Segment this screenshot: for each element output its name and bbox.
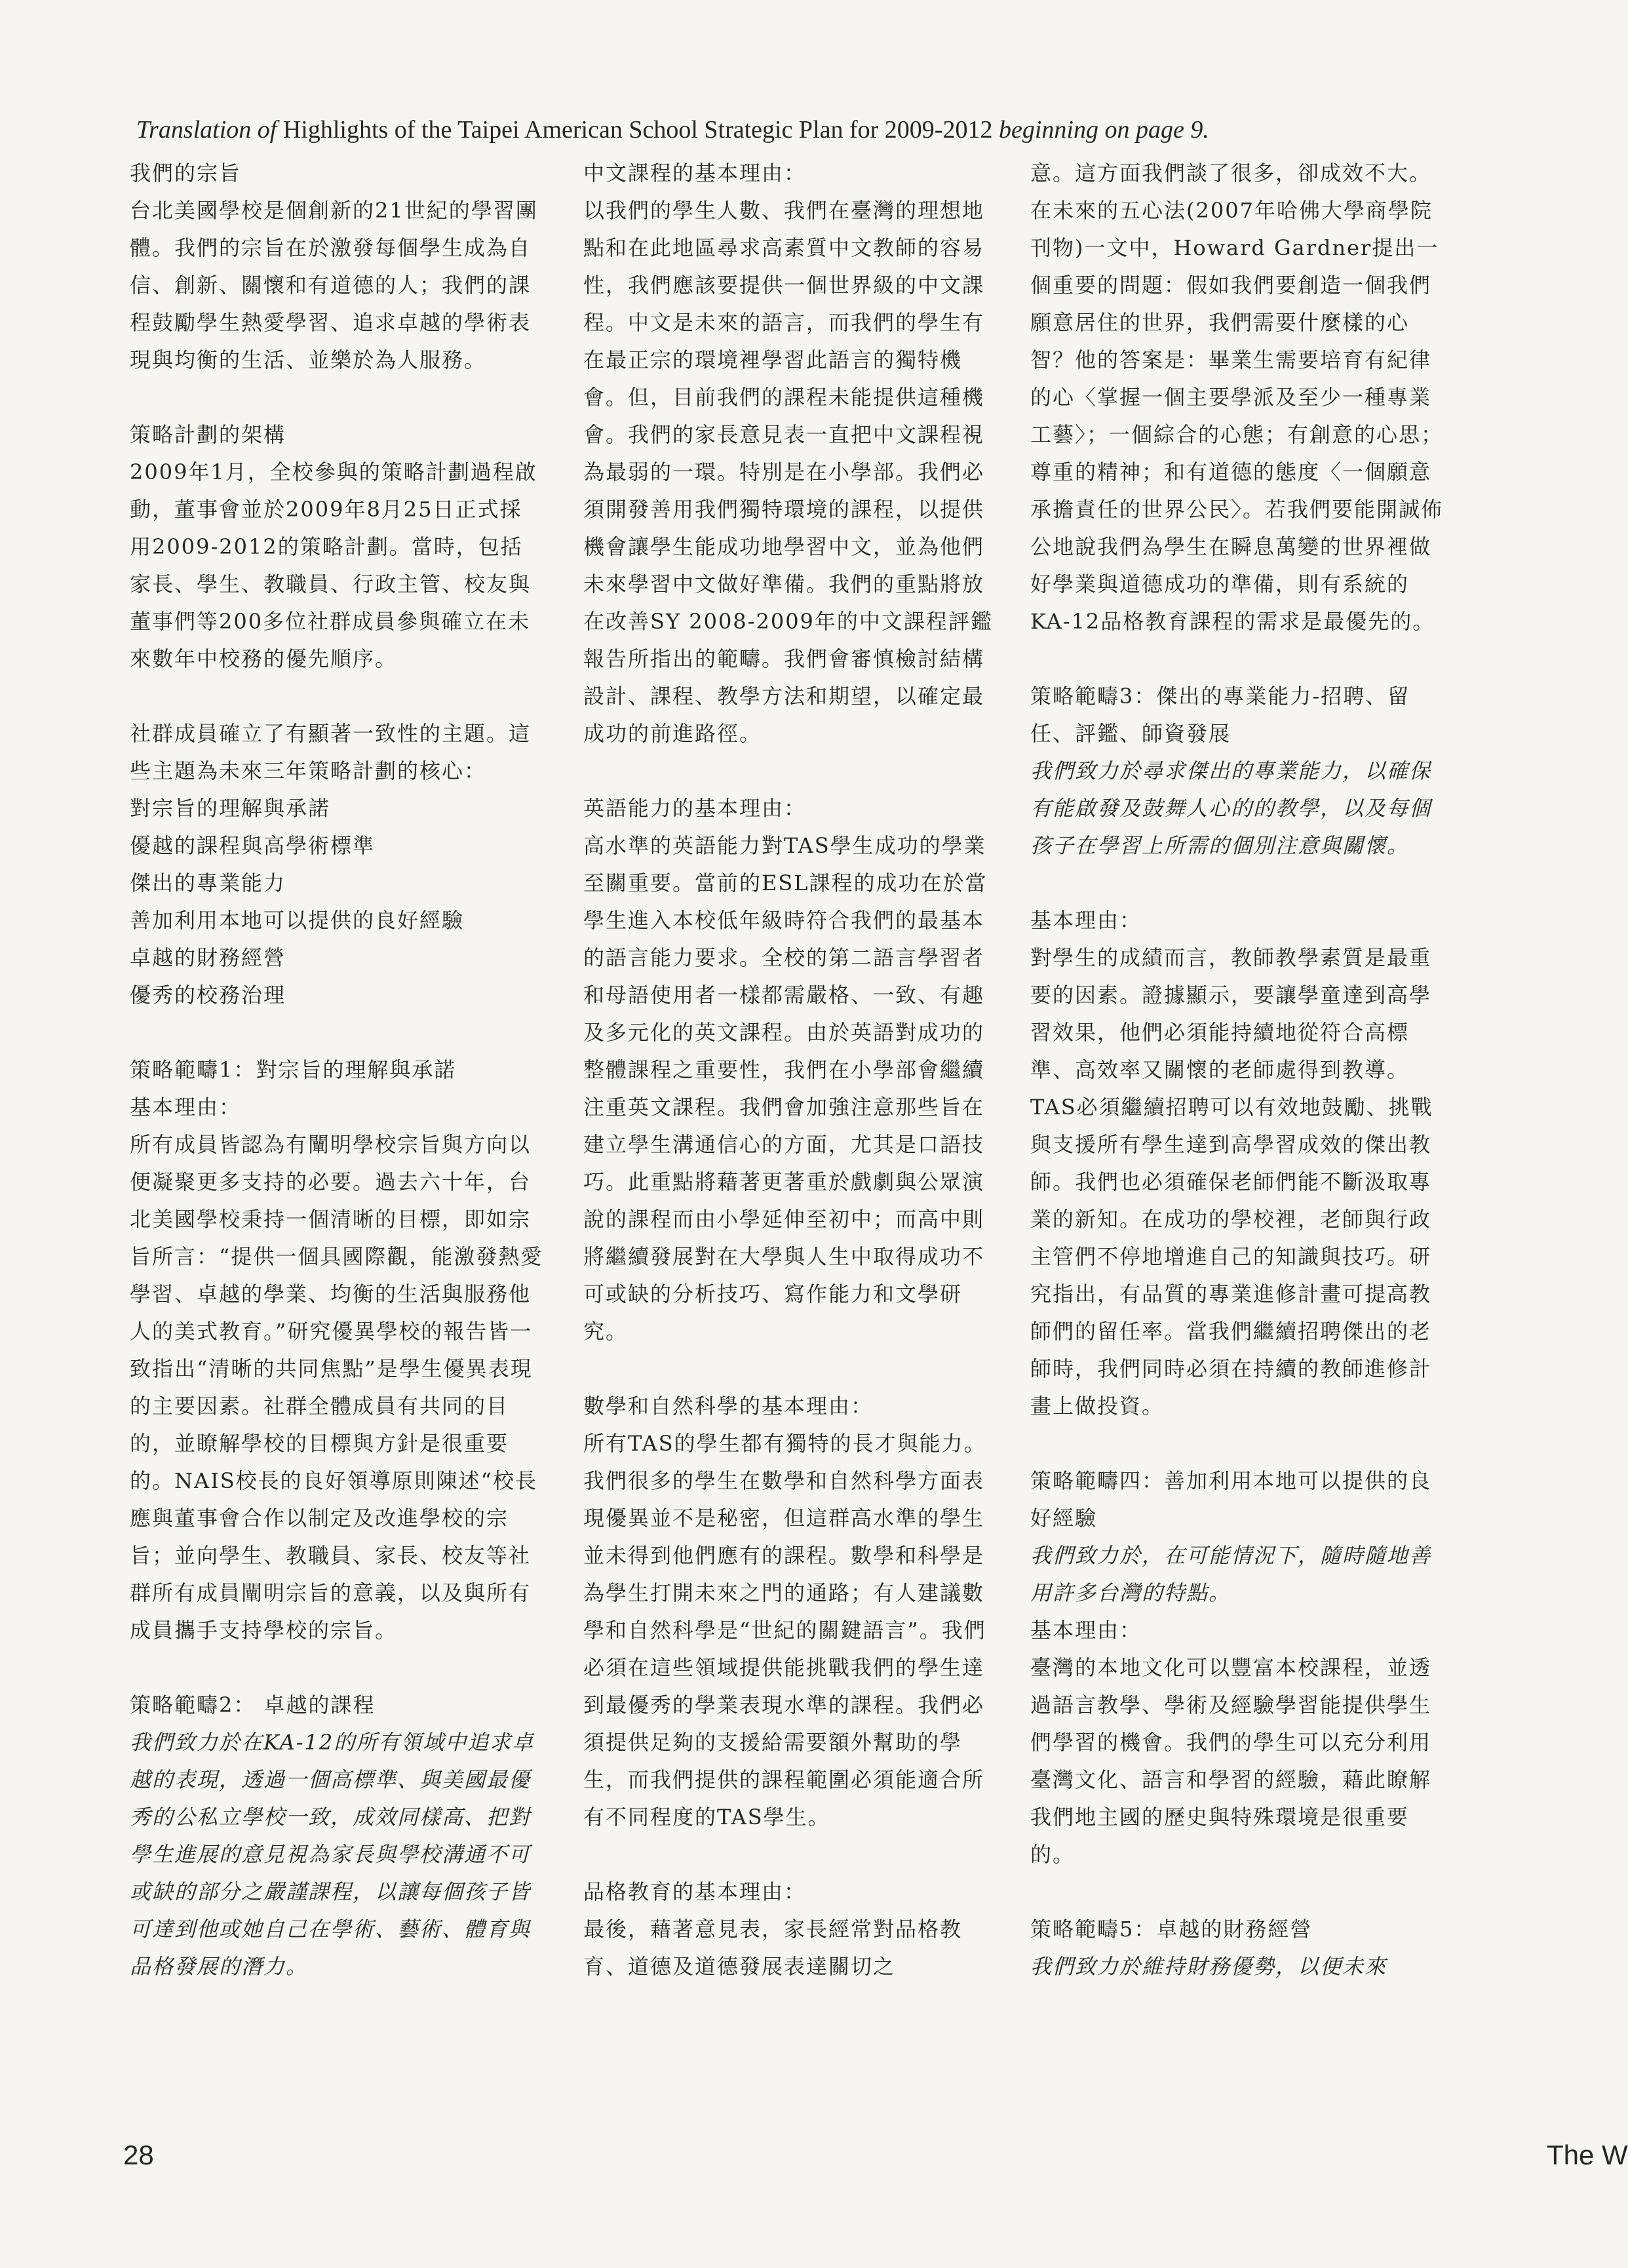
paragraph-spacer <box>130 379 544 416</box>
paragraph: 我們致力於尋求傑出的專業能力，以確保有能啟發及鼓舞人心的的教學，以及每個孩子在學習上所需的個別注意與關懷。 <box>1030 758 1432 858</box>
paragraph: 所有成員皆認為有闡明學校宗旨與方向以便凝聚更多支持的必要。過去六十年，台北美國學校秉持一個清晰的目標，即如宗旨所言：“提供一個具國際觀，能激發熱愛學習、卓越的學業、均衡的生活與服務他人的美式教育。”研究優異學校的報告皆一致指出“清晰的共同焦點”是學生優異表現的主要因素。社群全體成員有共同的目的，並瞭解學校的目標與方針是很重要的。NAIS校長的良好領導原則陳述“校長應與董事會合作以制定及改進學校的宗旨；並向學生、教職員、家長、校友等社群所有成員闡明宗旨的意義，以及與所有成員攜手支持學校的宗旨。 <box>130 1132 543 1643</box>
paragraph: 2009年1月，全校參與的策略計劃過程啟動，董事會並於2009年8月25日正式採用2009-2012的策略計劃。當時，包括家長、學生、教職員、行政主管、校友與董事們等200多位社群成員參與確立在未來數年中校務的優先順序。 <box>130 459 537 671</box>
paragraph: 對宗旨的理解與承諾 <box>130 796 331 821</box>
paragraph: 高水準的英語能力對TAS學生成功的學業至關重要。當前的ESL課程的成功在於當學生進入本校低年級時符合我們的最基本的語言能力要求。全校的第二語言學習者和母語使用者一樣都需嚴格、一致、有趣及多元化的英文課程。由於英語對成功的整體課程之重要性，我們在小學部會繼續注重英文課程。我們會加強注意那些旨在建立學生溝通信心的方面，尤其是口語技巧。此重點將藉著更著重於戲劇與公眾演說的課程而由小學延伸至初中；而高中則將繼續發展對在大學與人生中取得成功不可或缺的分析技巧、寫作能力和文學研究。 <box>583 833 988 1344</box>
paragraph: 策略範疇2： 卓越的課程 <box>130 1692 376 1717</box>
paragraph: 社群成員確立了有顯著一致性的主題。這些主題為未來三年策略計劃的核心： <box>130 721 532 783</box>
paragraph-spacer <box>130 1014 544 1051</box>
paragraph: 我們致力於，在可能情況下，隨時隨地善用許多台灣的特點。 <box>1030 1543 1432 1605</box>
paragraph-spacer <box>583 1836 998 1873</box>
paragraph: 基本理由： <box>130 1095 242 1120</box>
paragraph-spacer <box>1030 1873 1444 1911</box>
text-column-1 <box>130 155 544 1985</box>
paragraph: 傑出的專業能力 <box>130 870 286 895</box>
paragraph: 我們的宗旨 <box>130 161 242 186</box>
paragraph: 最後，藉著意見表，家長經常對品格教育、道德及道德發展表達關切之 <box>583 1917 963 1979</box>
text-column-2 <box>583 155 998 1985</box>
paragraph: 策略範疇四：善加利用本地可以提供的良好經驗 <box>1030 1468 1432 1531</box>
paragraph: 以我們的學生人數、我們在臺灣的理想地點和在此地區尋求高素質中文教師的容易性，我們應該要提供一個世界級的中文課程。中文是未來的語言，而我們的學生有在最正宗的環境裡學習此語言的獨特機會。但，目前我們的課程未能提供這種機會。我們的家長意見表一直把中文課程視為最弱的一環。特別是在小學部。我們必須開發善用我們獨特環境的課程，以提供機會讓學生能成功地學習中文，並為他們未來學習中文做好準備。我們的重點將放在改善SY 2008-2009年的中文課程評鑑報告所指出的範疇。我們會審慎檢討結構設計、課程、教學方法和期望，以確定最成功的前進路徑。 <box>583 198 993 746</box>
paragraph: 我們致力於在KA-12的所有領域中追求卓越的表現，透過一個高標準、與美國最優秀的公私立學校一致，成效同樣高、把對學生進展的意見視為家長與學校溝通不可或缺的部分之嚴謹課程，以讓每個孩子皆可達到他或她自己在學術、藝術、體育與品格發展的潛力。 <box>130 1730 535 1979</box>
paragraph: 英語能力的基本理由： <box>583 796 807 821</box>
paragraph: 策略範疇5：卓越的財務經營 <box>1030 1917 1313 1942</box>
paragraph: 中文課程的基本理由： <box>583 161 807 186</box>
running-footer-text: The W <box>1547 2140 1628 2170</box>
paragraph: 善加利用本地可以提供的良好經驗 <box>130 908 465 933</box>
paragraph-spacer <box>1030 640 1444 678</box>
paragraph: 基本理由： <box>1030 1618 1142 1643</box>
paragraph: 品格教育的基本理由： <box>583 1879 807 1904</box>
paragraph: 策略範疇1：對宗旨的理解與承諾 <box>130 1057 457 1082</box>
paragraph: 優越的課程與高學術標準 <box>130 833 376 858</box>
paragraph: 數學和自然科學的基本理由： <box>583 1394 874 1418</box>
header-title: Highlights of the Taipei American School Strategic Plan for 2009-2012 <box>277 116 999 144</box>
paragraph: 策略計劃的架構 <box>130 422 286 447</box>
paragraph: 台北美國學校是個創新的21世紀的學習團體。我們的宗旨在於激發每個學生成為自信、創新、關懷和有道德的人；我們的課程鼓勵學生熱愛學習、追求卓越的學術表現與均衡的生活、並樂於為人服務。 <box>130 198 538 372</box>
paragraph: 對學生的成績而言，教師教學素質是最重要的因素。證據顯示，要讓學童達到高學習效果，他們必須能持續地從符合高標準、高效率又關懷的老師處得到教導。TAS必須繼續招聘可以有效地鼓勵、挑戰與支援所有學生達到高學習成效的傑出教師。我們也必須確保老師們能不斷汲取專業的新知。在成功的學校裡，老師與行政主管們不停地增進自己的知識與技巧。研究指出，有品質的專業進修計畫可提高教師們的留任率。當我們繼續招聘傑出的老師時，我們同時必須在持續的教師進修計畫上做投資。 <box>1030 945 1433 1418</box>
paragraph: 我們致力於維持財務優勢，以便未來 <box>1030 1954 1387 1979</box>
header-suffix: beginning on page 9. <box>998 116 1209 144</box>
page-number: 28 <box>123 2140 154 2170</box>
paragraph: 臺灣的本地文化可以豐富本校課程，並透過語言教學、學術及經驗學習能提供學生們學習的機會。我們的學生可以充分利用臺灣文化、語言和學習的經驗，藉此瞭解我們地主國的歷史與特殊環境是很重要的。 <box>1030 1655 1432 1867</box>
header-prefix: Translation of <box>136 116 277 144</box>
paragraph: 優秀的校務治理 <box>130 983 286 1007</box>
paragraph-spacer <box>130 1649 544 1687</box>
paragraph-spacer <box>1030 1425 1444 1462</box>
paragraph: 意。這方面我們談了很多，卻成效不大。在未來的五心法(2007年哈佛大學商學院刊物)一文中，Howard Gardner提出一個重要的問題：假如我們要創造一個我們願意居住的世界，我們需要什麼樣的心智？他的答案是：畢業生需要培育有紀律的心〈掌握一個主要學派及至少一種專業工藝〉；一個綜合的心態；有創意的心思；尊重的精神；和有道德的態度〈一個願意承擔責任的世界公民〉。若我們要能開誠佈公地說我們為學生在瞬息萬變的世界裡做好學業與道德成功的準備，則有系統的KA-12品格教育課程的需求是最優先的。 <box>1030 161 1444 634</box>
text-column-3 <box>1030 155 1444 1985</box>
paragraph: 所有TAS的學生都有獨特的長才與能力。我們很多的學生在數學和自然科學方面表現優異並不是秘密，但這群高水準的學生並未得到他們應有的課程。數學和科學是為學生打開未來之門的通路；有人建議數學和自然科學是“世紀的關鍵語言”。我們必須在這些領域提供能挑戰我們的學生達到最優秀的學業表現水準的課程。我們必須提供足夠的支援給需要額外幫助的學生，而我們提供的課程範圍必須能適合所有不同程度的TAS學生。 <box>583 1431 986 1829</box>
paragraph: 基本理由： <box>1030 908 1142 933</box>
page-header <box>136 110 1513 149</box>
paragraph-spacer <box>1030 865 1444 902</box>
paragraph: 策略範疇3：傑出的專業能力-招聘、留任、評鑑、師資發展 <box>1030 684 1410 746</box>
paragraph-spacer <box>583 1350 998 1388</box>
paragraph-spacer <box>130 678 544 715</box>
paragraph: 卓越的財務經營 <box>130 945 286 970</box>
paragraph-spacer <box>583 753 998 790</box>
